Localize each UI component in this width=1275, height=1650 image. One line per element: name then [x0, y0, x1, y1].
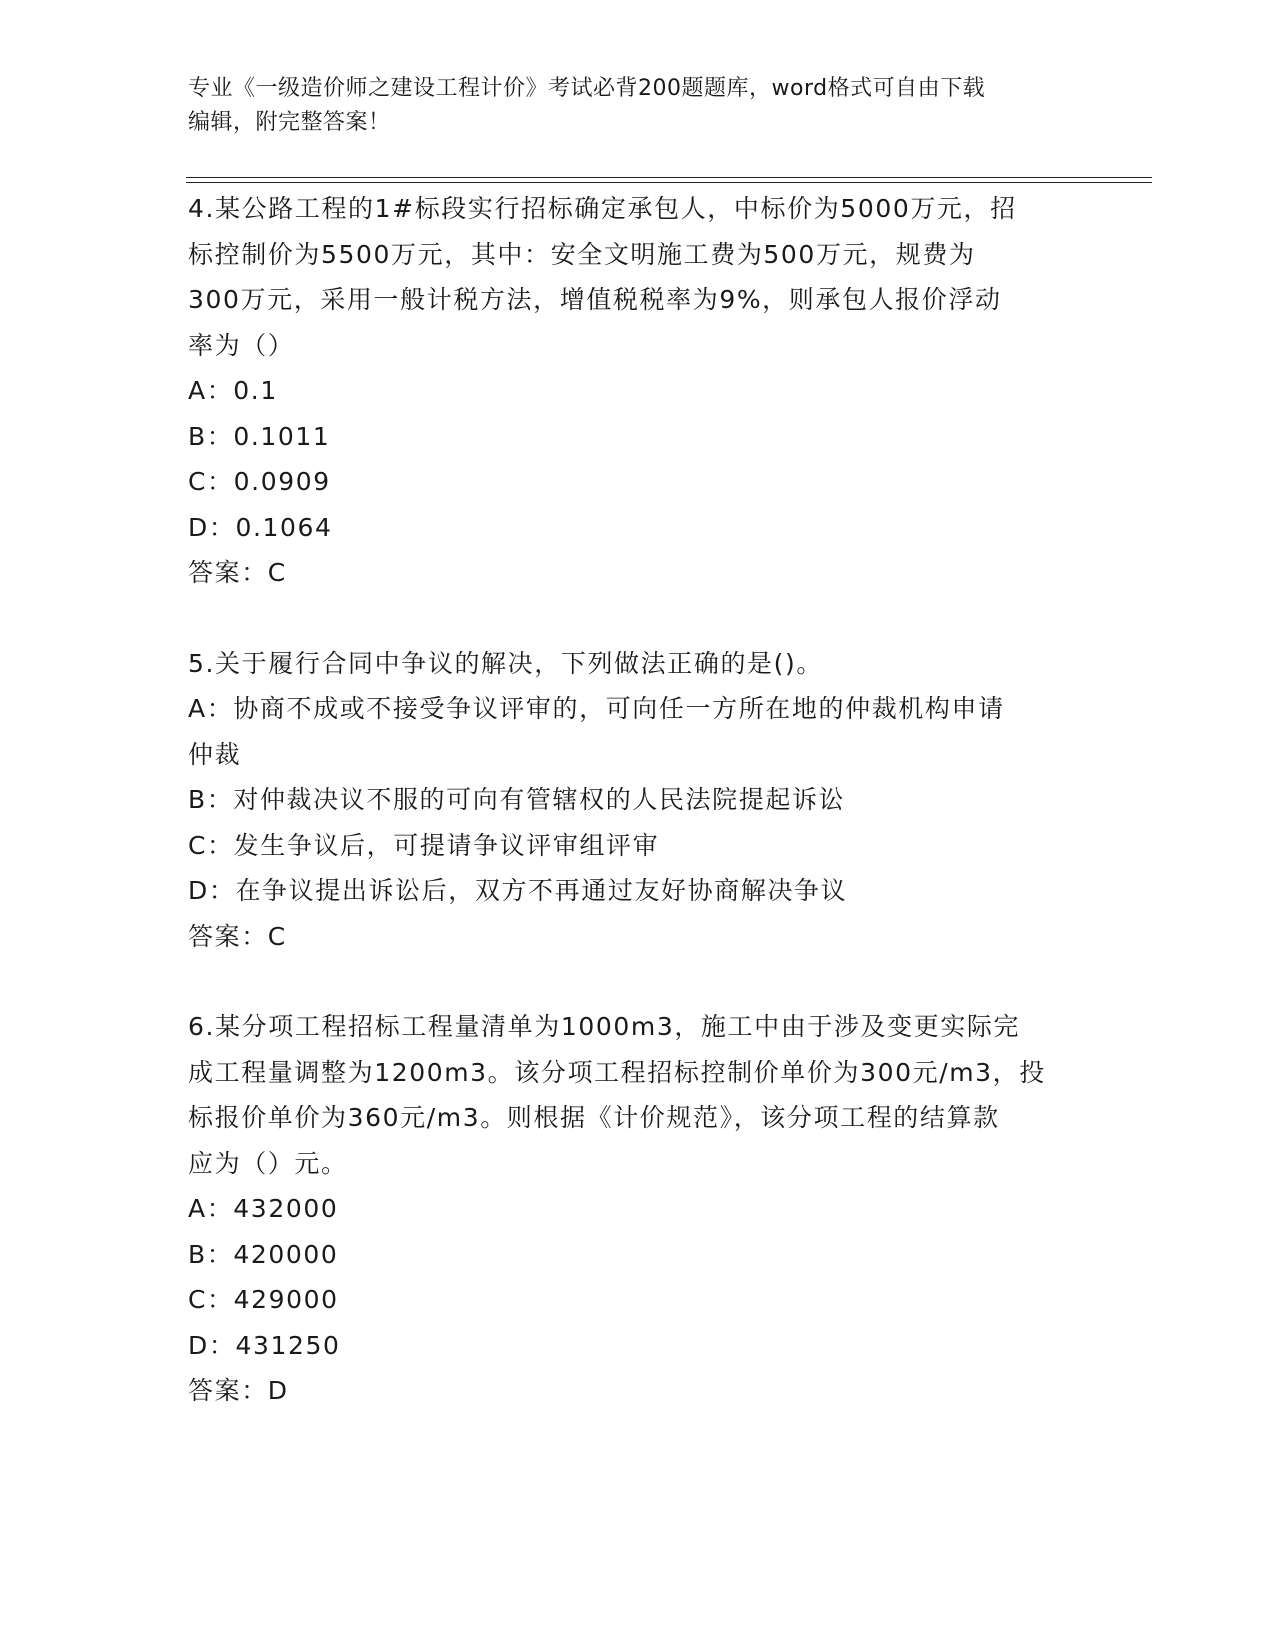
question-stem-line: 4.某公路工程的1#标段实行招标确定承包人，中标价为5000万元，招 [188, 194, 1017, 223]
option-b: B：0.1011 [188, 421, 331, 451]
header-divider-top [186, 177, 1152, 178]
option-a-continued: 仲裁 [188, 739, 242, 769]
option-a: A：0.1 [188, 376, 278, 405]
question-item [188, 1004, 1088, 1414]
option-c: C：429000 [188, 1285, 339, 1314]
question-stem-line: 应为（）元。 [188, 1148, 348, 1178]
header-title-line-2: 编辑，附完整答案！ [188, 110, 391, 135]
header-title-line-1: 专业《一级造价师之建设工程计价》考试必背200题题库，word格式可自由下载 [188, 76, 986, 101]
document-header [188, 72, 1068, 140]
question-list [188, 186, 1088, 1459]
question-item [188, 186, 1088, 596]
option-d: D：431250 [188, 1330, 341, 1360]
answer-line: 答案：D [188, 1376, 289, 1405]
header-divider-bottom [186, 182, 1152, 183]
option-b: B：对仲裁决议不服的可向有管辖权的人民法院提起诉讼 [188, 785, 846, 814]
question-stem-line: 标控制价为5500万元，其中：安全文明施工费为500万元，规费为 [188, 239, 976, 269]
option-b: B：420000 [188, 1239, 339, 1269]
question-item [188, 641, 1088, 960]
question-stem-line: 成工程量调整为1200m3。该分项工程招标控制价单价为300元/m3，投 [188, 1057, 1046, 1087]
question-stem-line: 6.某分项工程招标工程量清单为1000m3，施工中由于涉及变更实际完 [188, 1012, 1021, 1041]
question-stem-line: 300万元，采用一般计税方法，增值税税率为9%，则承包人报价浮动 [188, 285, 1002, 314]
answer-line: 答案：C [188, 558, 287, 587]
option-c: C：0.0909 [188, 467, 331, 496]
option-a: A：协商不成或不接受争议评审的，可向任一方所在地的仲裁机构申请 [188, 694, 1005, 723]
answer-line: 答案：C [188, 921, 287, 951]
question-stem-line: 5.关于履行合同中争议的解决，下列做法正确的是()。 [188, 648, 823, 678]
option-a: A：432000 [188, 1194, 339, 1223]
option-c: C：发生争议后，可提请争议评审组评审 [188, 830, 660, 860]
question-stem-line: 率为（） [188, 330, 295, 360]
question-stem-line: 标报价单价为360元/m3。则根据《计价规范》，该分项工程的结算款 [188, 1103, 1000, 1132]
option-d: D：在争议提出诉讼后，双方不再通过友好协商解决争议 [188, 876, 848, 905]
option-d: D：0.1064 [188, 512, 333, 542]
